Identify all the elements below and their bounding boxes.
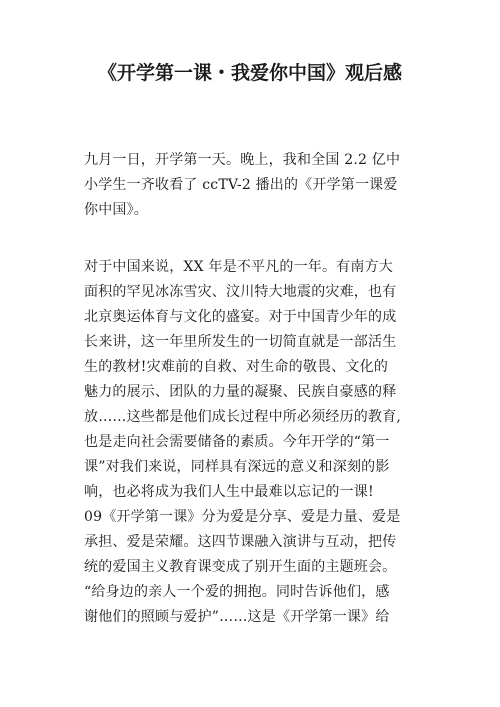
paragraph-line: 响，也必将成为我们人生中最难以忘记的一课! — [84, 484, 374, 500]
paragraph-line: 承担、爱是荣耀。这四节课融入演讲与互动，把传 — [84, 534, 397, 550]
paragraph-line: 小学生一齐收看了 ccTV-2 播出的《开学第一课爱 — [84, 177, 398, 193]
paragraph-line: 放……这些都是他们成长过程中所必须经历的教育, — [84, 409, 402, 425]
paragraph-line: 面积的罕见冰冻雪灾、汶川特大地震的灾难，也有 — [84, 284, 397, 300]
paragraph-line: 长来讲，这一年里所发生的一切简直就是一部活生 — [84, 334, 397, 350]
paragraph-line: 统的爱国主义教育课变成了别开生面的主题班会。 — [84, 559, 397, 575]
paragraph-line: 你中国》。 — [84, 202, 148, 218]
paragraph-line: 谢他们的照顾与爱护”……这是《开学第一课》给 — [84, 609, 390, 625]
paragraph-line: 生的教材!灾难前的自救、对生命的敬畏、文化的 — [84, 359, 389, 375]
document-title: 《开学第一课・我爱你中国》观后感 — [97, 62, 402, 84]
paragraph-line: 09《开学第一课》分为爱是分享、爱是力量、爱是 — [84, 509, 401, 525]
paragraph-line: 魅力的展示、团队的力量的凝聚、民族自豪感的释 — [84, 384, 397, 400]
paragraph-line: 课”对我们来说，同样具有深远的意义和深刻的影 — [84, 459, 390, 475]
paragraph-line: 也是走向社会需要储备的素质。今年开学的“第一 — [84, 434, 390, 450]
paragraph-line: “给身边的亲人一个爱的拥抱。同时告诉他们，感 — [84, 584, 390, 600]
paragraph-line: 北京奥运体育与文化的盛宴。对于中国青少年的成 — [84, 309, 397, 325]
paragraph-line: 对于中国来说，XX 年是不平凡的一年。有南方大 — [84, 259, 393, 275]
paragraph-line: 九月一日，开学第一天。晚上，我和全国 2.2 亿中 — [84, 152, 401, 168]
